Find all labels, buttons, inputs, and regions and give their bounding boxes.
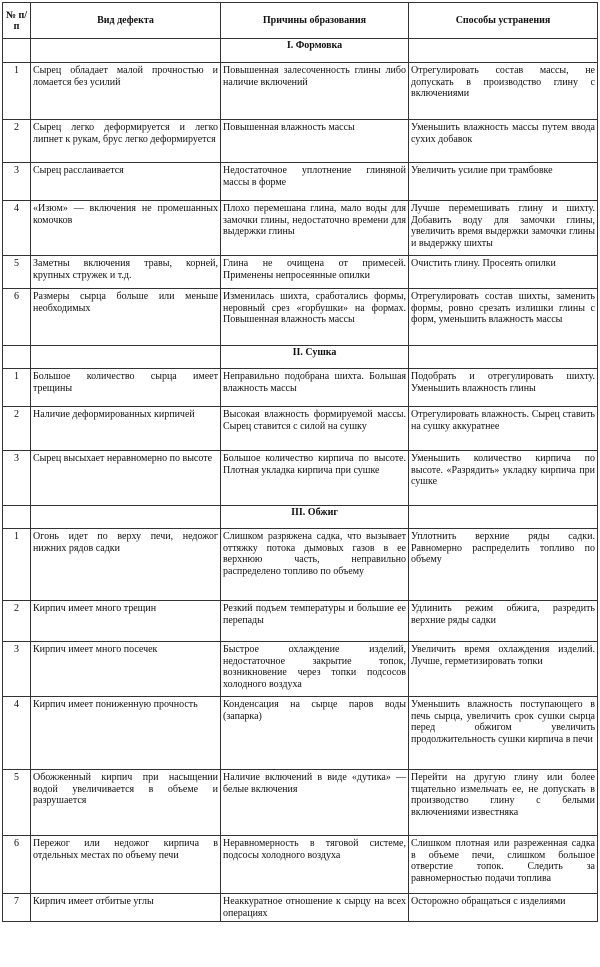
- row-number: 3: [3, 451, 31, 506]
- section-title: II. Сушка: [221, 346, 409, 369]
- cause-cell: Резкий подъем температуры и большие ее перепады: [221, 601, 409, 642]
- fix-cell: Осторожно обращаться с изделиями: [409, 894, 598, 922]
- fix-cell: Перейти на другую глину или более тщательно измельчать ее, не допускать в производство глину с белыми включениями известняка: [409, 770, 598, 836]
- cause-cell: Конденсация на сырце паров воды (запарка): [221, 697, 409, 770]
- table-row: [3, 894, 598, 922]
- cause-cell: Неравномерность в тяговой системе, подсосы холодного воздуха: [221, 836, 409, 894]
- defect-cell: Кирпич имеет много посечек: [31, 642, 221, 697]
- header-cause: Причины образования: [221, 3, 409, 39]
- row-number: 3: [3, 642, 31, 697]
- cause-cell: Высокая влажность формируемой массы. Сырец ставится с силой на сушку: [221, 407, 409, 451]
- row-number: 6: [3, 289, 31, 346]
- header-fix: Способы устранения: [409, 3, 598, 39]
- row-number: 3: [3, 163, 31, 201]
- cause-cell: Слишком разряжена садка, что вызывает оттяжку потока дымовых газов в ее верхнюю часть, неправильно распределено топливо по объему: [221, 529, 409, 601]
- defect-cell: Размеры сырца больше или меньше необходимых: [31, 289, 221, 346]
- defect-cell: Огонь идет по верху печи, недожог нижних рядов садки: [31, 529, 221, 601]
- fix-cell: Отрегулировать состав шихты, заменить формы, ровно срезать излишки глины с форм, уменьшить влажность массы: [409, 289, 598, 346]
- defect-cell: Кирпич имеет много трещин: [31, 601, 221, 642]
- table-row: [3, 697, 598, 770]
- fix-cell: Очистить глину. Просеять опилки: [409, 256, 598, 289]
- fix-cell: Отрегулировать влажность. Сырец ставить на сушку аккуратнее: [409, 407, 598, 451]
- row-number: 2: [3, 601, 31, 642]
- cause-cell: Повышенная залесоченность глины либо наличие включений: [221, 63, 409, 120]
- defect-cell: Наличие деформированных кирпичей: [31, 407, 221, 451]
- defect-cell: «Изюм» — включения не промешанных комочков: [31, 201, 221, 256]
- cause-cell: Плохо перемешана глина, мало воды для замочки глины, недостаточно времени для выдержки глины: [221, 201, 409, 256]
- section-row: [3, 346, 598, 369]
- defect-cell: Обожженный кирпич при насыщении водой увеличивается в объеме и разрушается: [31, 770, 221, 836]
- cause-cell: Быстрое охлаждение изделий, недостаточное закрытие топок, возникновение через топки подсосов холодного воздуха: [221, 642, 409, 697]
- defect-cell: Большое количество сырца имеет трещины: [31, 369, 221, 407]
- fix-cell: Слишком плотная или разреженная садка в объеме печи, слишком большое отверстие топок. Следить за равномерностью подачи топлива: [409, 836, 598, 894]
- table-row: [3, 770, 598, 836]
- table-row: [3, 529, 598, 601]
- section-defect-cell: [31, 39, 221, 63]
- header-defect: Вид дефекта: [31, 3, 221, 39]
- table-row: [3, 642, 598, 697]
- fix-cell: Удлинить режим обжига, разредить верхние ряды садки: [409, 601, 598, 642]
- defect-cell: Кирпич имеет пониженную прочность: [31, 697, 221, 770]
- fix-cell: Уменьшить количество кирпича по высоте. «Разрядить» укладку кирпича при сушке: [409, 451, 598, 506]
- table-row: [3, 451, 598, 506]
- section-num-cell: [3, 39, 31, 63]
- defect-cell: Заметны включения травы, корней, крупных стружек и т.д.: [31, 256, 221, 289]
- table-body: [3, 39, 598, 922]
- cause-cell: Недостаточное уплотнение глиняной массы в форме: [221, 163, 409, 201]
- cause-cell: Повышенная влажность массы: [221, 120, 409, 163]
- cause-cell: Неправильно подобрана шихта. Большая влажность массы: [221, 369, 409, 407]
- cause-cell: Наличие включений в виде «дутика» — белые включения: [221, 770, 409, 836]
- section-fix-cell: [409, 346, 598, 369]
- row-number: 1: [3, 63, 31, 120]
- row-number: 1: [3, 529, 31, 601]
- row-number: 7: [3, 894, 31, 922]
- section-num-cell: [3, 346, 31, 369]
- header-num: № п/п: [3, 3, 31, 39]
- row-number: 1: [3, 369, 31, 407]
- table-row: [3, 407, 598, 451]
- row-number: 4: [3, 697, 31, 770]
- cause-cell: Глина не очищена от примесей. Применены непросеянные опилки: [221, 256, 409, 289]
- row-number: 2: [3, 120, 31, 163]
- section-fix-cell: [409, 39, 598, 63]
- table-row: [3, 836, 598, 894]
- row-number: 5: [3, 770, 31, 836]
- fix-cell: Уплотнить верхние ряды садки. Равномерно распределить топливо по объему: [409, 529, 598, 601]
- fix-cell: Подобрать и отрегулировать шихту. Уменьшить влажность глины: [409, 369, 598, 407]
- section-row: [3, 506, 598, 529]
- cause-cell: Изменилась шихта, сработались формы, неровный срез «горбушки» на формах. Повышенная влажность массы: [221, 289, 409, 346]
- row-number: 5: [3, 256, 31, 289]
- fix-cell: Уменьшить влажность поступающего в печь сырца, увеличить срок сушки сырца перед обжигом увеличить продолжительность сушки кирпича в печи: [409, 697, 598, 770]
- defects-table: [2, 2, 598, 922]
- section-num-cell: [3, 506, 31, 529]
- section-title: III. Обжиг: [221, 506, 409, 529]
- cause-cell: Неаккуратное отношение к сырцу на всех операциях: [221, 894, 409, 922]
- header-row: [3, 3, 598, 39]
- defect-cell: Кирпич имеет отбитые углы: [31, 894, 221, 922]
- table-row: [3, 63, 598, 120]
- table-row: [3, 256, 598, 289]
- fix-cell: Уменьшить влажность массы путем ввода сухих добавок: [409, 120, 598, 163]
- cause-cell: Большое количество кирпича по высоте. Плотная укладка кирпича при сушке: [221, 451, 409, 506]
- row-number: 2: [3, 407, 31, 451]
- fix-cell: Увеличить усилие при трамбовке: [409, 163, 598, 201]
- defect-cell: Сырец легко деформируется и легко липнет к рукам, брус легко деформируется: [31, 120, 221, 163]
- table-row: [3, 289, 598, 346]
- defect-cell: Пережог или недожог кирпича в отдельных местах по объему печи: [31, 836, 221, 894]
- row-number: 4: [3, 201, 31, 256]
- table-row: [3, 163, 598, 201]
- section-defect-cell: [31, 506, 221, 529]
- table-row: [3, 120, 598, 163]
- section-fix-cell: [409, 506, 598, 529]
- table-row: [3, 201, 598, 256]
- fix-cell: Отрегулировать состав массы, не допускать в производство глину с включениями: [409, 63, 598, 120]
- row-number: 6: [3, 836, 31, 894]
- table-row: [3, 601, 598, 642]
- defect-cell: Сырец высыхает неравномерно по высоте: [31, 451, 221, 506]
- section-row: [3, 39, 598, 63]
- defect-cell: Сырец обладает малой прочностью и ломается без усилий: [31, 63, 221, 120]
- defect-cell: Сырец расслаивается: [31, 163, 221, 201]
- fix-cell: Лучше перемешивать глину и шихту. Добавить воду для замочки глины, увеличить время выдержки замочки глины и выдержку шихты: [409, 201, 598, 256]
- section-title: I. Формовка: [221, 39, 409, 63]
- fix-cell: Увеличить время охлаждения изделий. Лучше, герметизировать топки: [409, 642, 598, 697]
- section-defect-cell: [31, 346, 221, 369]
- table-row: [3, 369, 598, 407]
